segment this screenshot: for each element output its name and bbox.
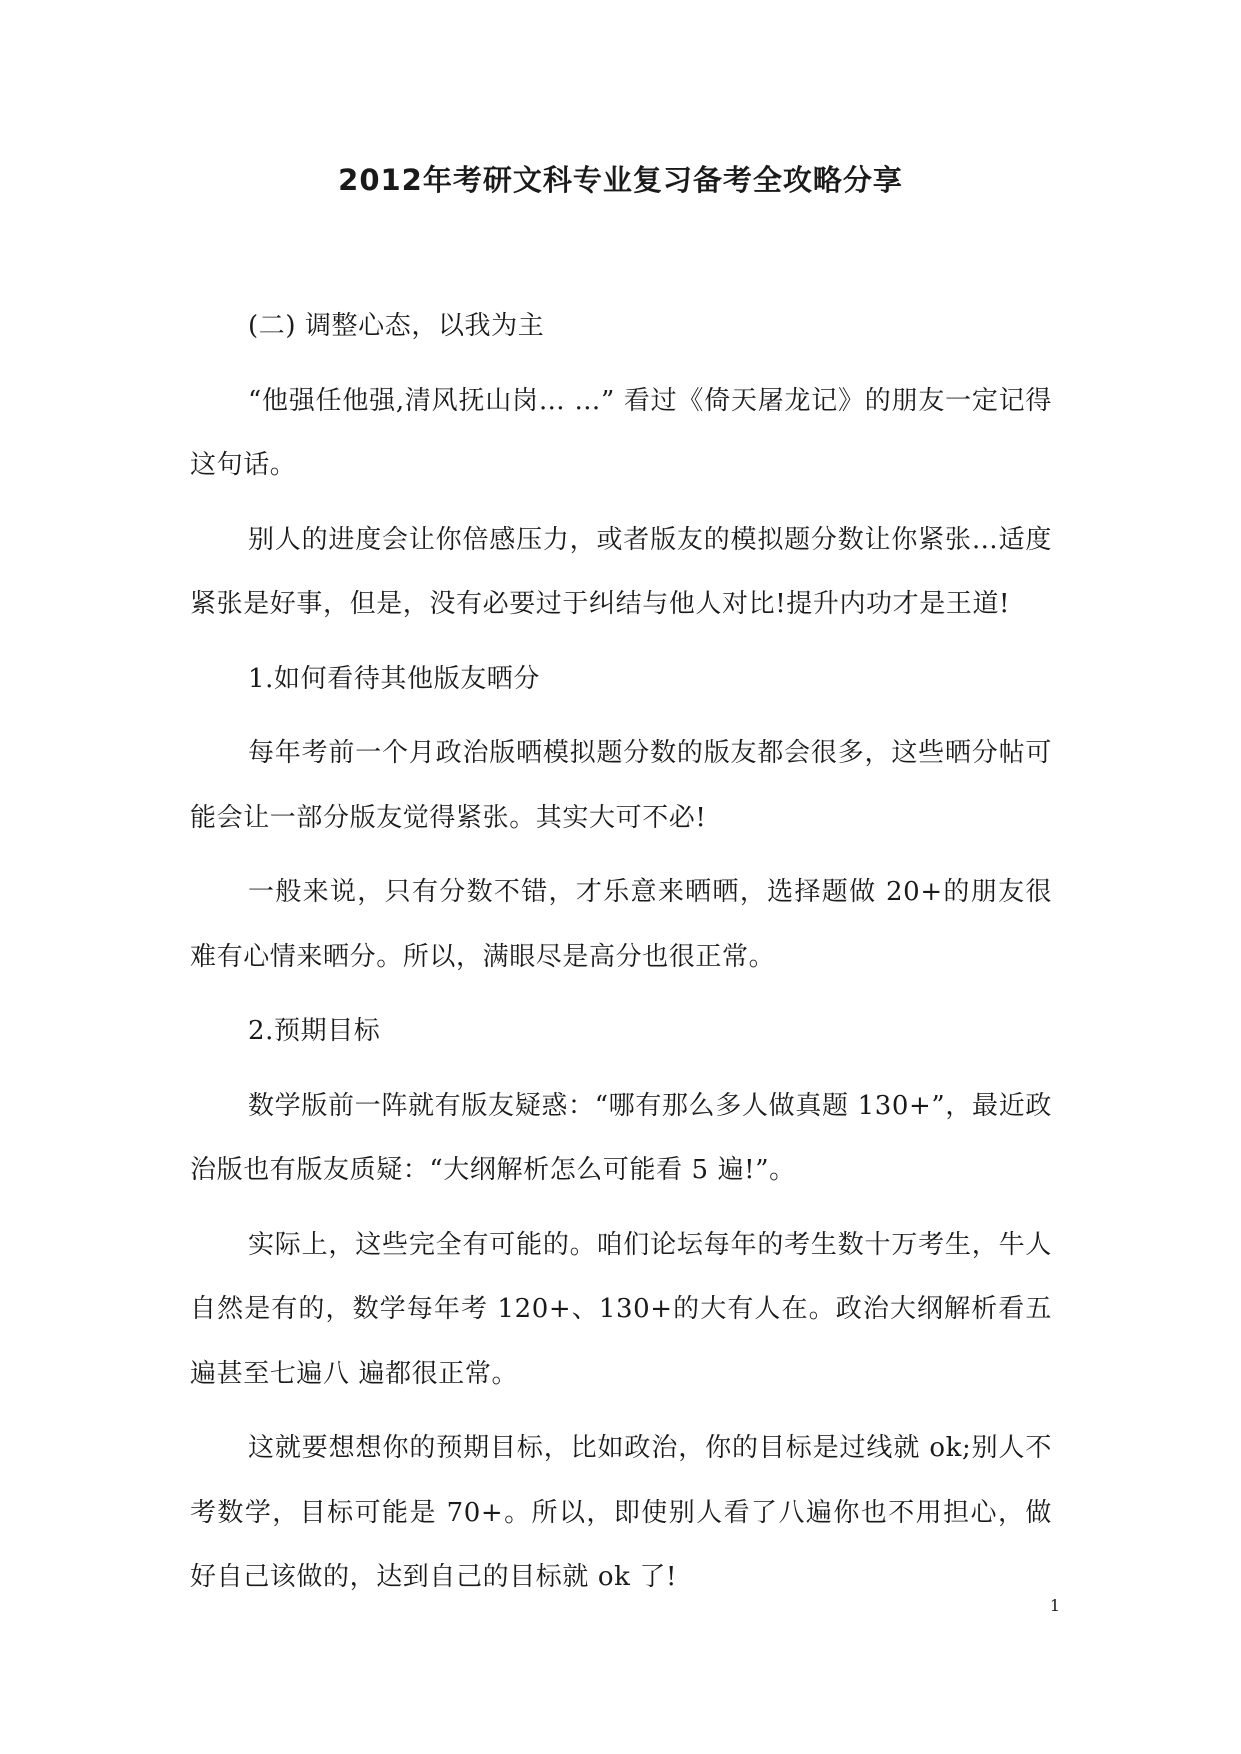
subheading-expected-goal: 2.预期目标 <box>248 1016 381 1046</box>
paragraph-possible: 实际上，这些完全有可能的。咱们论坛每年的考生数十万考生，牛人自然是有的，数学每年考 120+、130+的大有人在。政治大纲解析看五遍甚至七遍八 遍都很正常。 <box>190 1229 1052 1389</box>
section-heading-adjust-mindset: (二) 调整心态，以我为主 <box>248 311 545 341</box>
paragraph-doubts: 数学版前一阵就有版友疑惑：“哪有那么多人做真题 130+”，最近政治版也有版友质疑：“大纲解析怎么可能看 5 遍!”。 <box>190 1090 1052 1185</box>
paragraph-high-scores: 一般来说，只有分数不错，才乐意来晒晒，选择题做 20+的朋友很难有心情来晒分。所以，满眼尽是高分也很正常。 <box>190 877 1052 972</box>
subheading-view-scores: 1.如何看待其他版友晒分 <box>248 663 541 694</box>
document-body <box>190 294 1052 1620</box>
paragraph-own-goal: 这就要想想你的预期目标，比如政治，你的目标是过线就 ok;别人不考数学，目标可能是 70+。所以，即使别人看了八遍你也不用担心，做好自己该做的，达到自己的目标就 ok 了! <box>190 1433 1052 1592</box>
document-title: 2012年考研文科专业复习备考全攻略分享 <box>338 163 903 197</box>
paragraph-pressure: 别人的进度会让你倍感压力，或者版友的模拟题分数让你紧张…适度紧张是好事，但是，没有必要过于纠结与他人对比!提升内功才是王道! <box>190 524 1052 619</box>
paragraph-quote: “他强任他强,清风抚山岗… …” 看过《倚天屠龙记》的朋友一定记得这句话。 <box>190 385 1052 480</box>
paragraph-score-posts: 每年考前一个月政治版晒模拟题分数的版友都会很多，这些晒分帖可能会让一部分版友觉得紧张。其实大可不必! <box>190 738 1052 833</box>
page-number: 1 <box>1049 1596 1060 1615</box>
